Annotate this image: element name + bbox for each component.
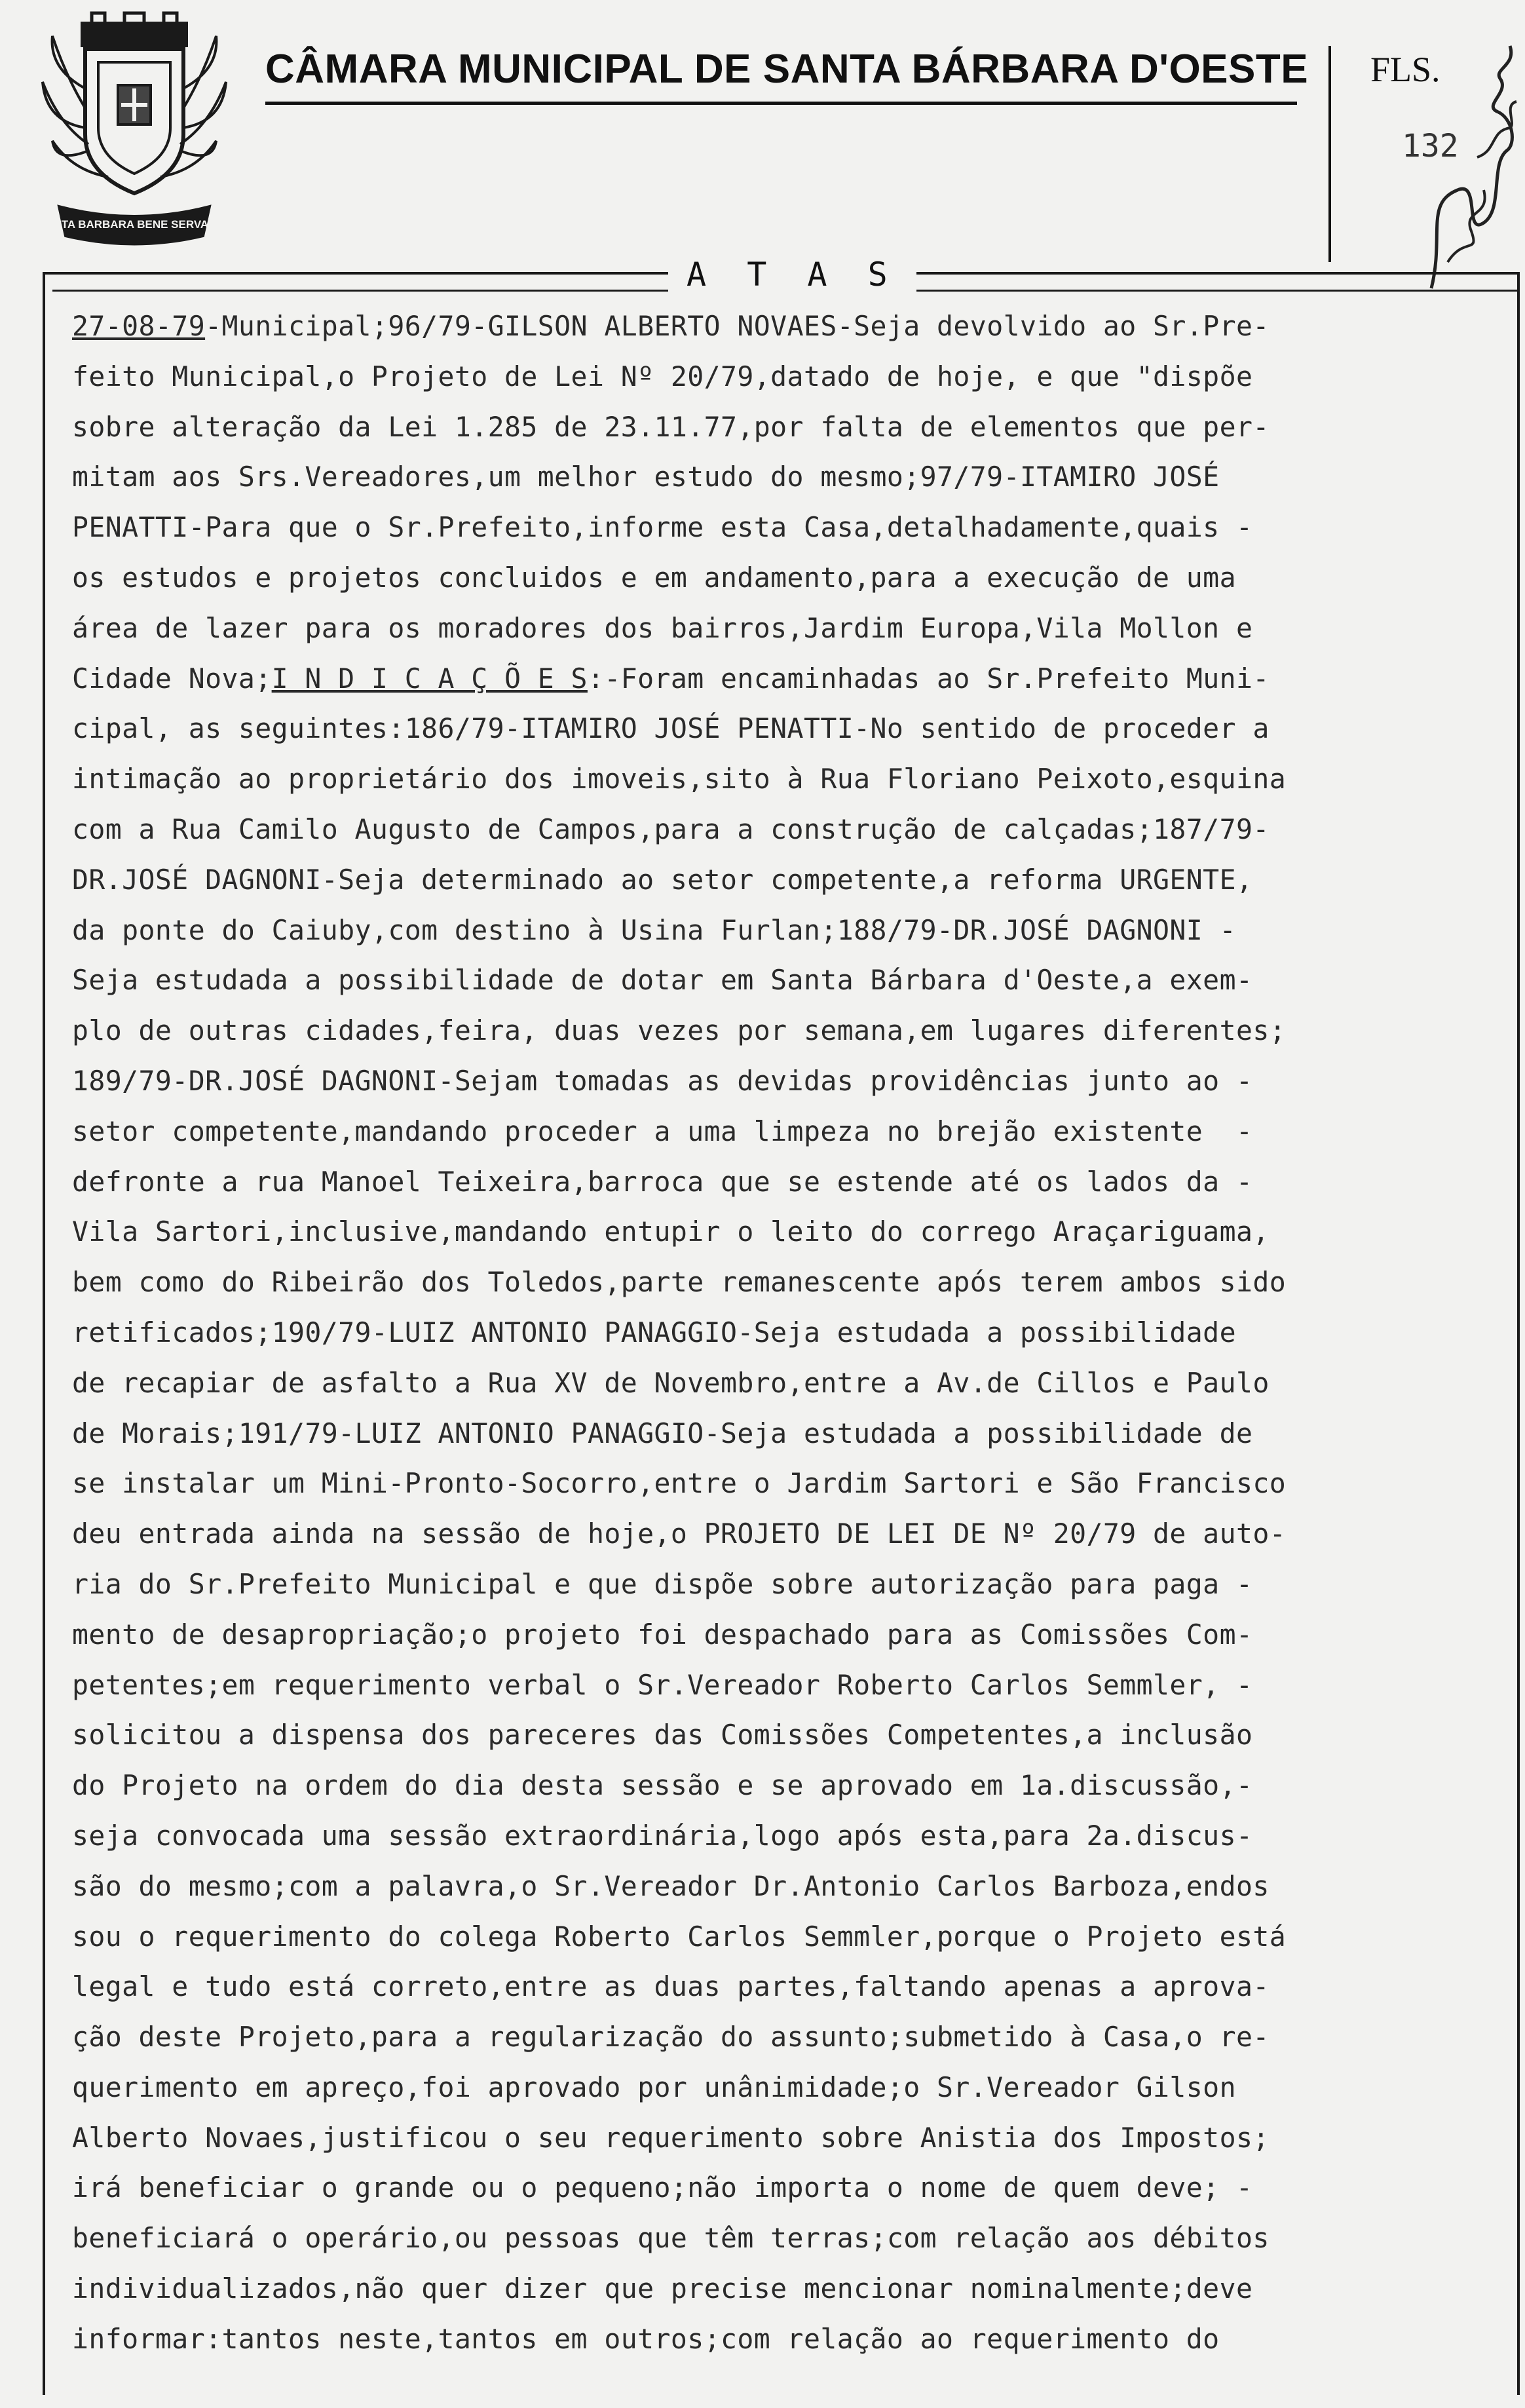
text-line-content: cipal, as seguintes:186/79-ITAMIRO JOSÉ PENATTI-No sentido de proceder a — [72, 712, 1270, 745]
text-line — [72, 503, 1523, 553]
text-line — [72, 1409, 1523, 1459]
header-vertical-divider — [1328, 46, 1331, 262]
text-line-content: sobre alteração da Lei 1.285 de 23.11.77,por falta de elementos que per- — [72, 410, 1270, 443]
text-line-content: irá beneficiar o grande ou o pequeno;não importa o nome de quem deve; - — [72, 2171, 1253, 2204]
text-line — [72, 402, 1523, 453]
text-line — [72, 2264, 1523, 2314]
text-line — [72, 1559, 1523, 1610]
text-line — [72, 1912, 1523, 1962]
folio-label: FLS. — [1370, 50, 1440, 89]
text-line — [72, 1761, 1523, 1811]
text-line — [72, 1157, 1523, 1208]
text-line-content: área de lazer para os moradores dos bairros,Jardim Europa,Vila Mollon e — [72, 611, 1253, 644]
crest-motto: SANTA BARBARA BENE SERVANTE — [37, 218, 231, 231]
text-line-content: do Projeto na ordem do dia desta sessão e se aprovado em 1a.discussão,- — [72, 1769, 1253, 1802]
text-line — [72, 452, 1523, 503]
text-line — [72, 1459, 1523, 1509]
text-line-content: retificados;190/79-LUIZ ANTONIO PANAGGIO-Seja estudada a possibilidade — [72, 1316, 1236, 1348]
page-title: CÂMARA MUNICIPAL DE SANTA BÁRBARA D'OESTE — [265, 47, 1309, 92]
text-line — [72, 603, 1523, 654]
section-title: A T A S — [668, 256, 916, 294]
text-line-content: -Municipal;96/79-GILSON ALBERTO NOVAES-Seja devolvido ao Sr.Pre- — [205, 310, 1270, 342]
text-line — [72, 1056, 1523, 1107]
text-line-content: mitam aos Srs.Vereadores,um melhor estudo do mesmo;97/79-ITAMIRO JOSÉ — [72, 461, 1220, 493]
text-line — [72, 754, 1523, 805]
minutes-text — [72, 301, 1523, 2365]
text-line-content: são do mesmo;com a palavra,o Sr.Vereador Dr.Antonio Carlos Barboza,endos — [72, 1869, 1270, 1902]
text-line — [72, 1257, 1523, 1308]
text-line-content: beneficiará o operário,ou pessoas que têm terras;com relação aos débitos — [72, 2222, 1270, 2255]
text-line — [72, 2163, 1523, 2213]
text-line — [72, 1660, 1523, 1711]
text-line — [72, 1862, 1523, 1912]
handwritten-signature-icon — [1418, 39, 1523, 301]
text-line — [72, 1962, 1523, 2012]
text-line — [72, 654, 1523, 704]
text-line-content: :-Foram encaminhadas ao Sr.Prefeito Muni- — [587, 662, 1270, 695]
text-line — [72, 301, 1523, 352]
text-line-content: ria do Sr.Prefeito Municipal e que dispõe sobre autorização para paga - — [72, 1567, 1253, 1600]
text-line-content: de Morais;191/79-LUIZ ANTONIO PANAGGIO-Seja estudada a possibilidade de — [72, 1417, 1253, 1449]
text-line — [72, 1006, 1523, 1056]
text-line-content: seja convocada uma sessão extraordinária,logo após esta,para 2a.discus- — [72, 1819, 1253, 1852]
text-line — [72, 2314, 1523, 2365]
text-line — [72, 1358, 1523, 1409]
text-line — [72, 2063, 1523, 2113]
text-line-content: Alberto Novaes,justificou o seu requerimento sobre Anistia dos Impostos; — [72, 2121, 1270, 2154]
text-line-content: bem como do Ribeirão dos Toledos,parte remanescente após terem ambos sido — [72, 1266, 1287, 1299]
underlined-text: I N D I C A Ç Õ E S — [271, 662, 588, 695]
text-line-content: petentes;em requerimento verbal o Sr.Vereador Roberto Carlos Semmler, - — [72, 1668, 1253, 1701]
text-line-content: com a Rua Camilo Augusto de Campos,para a construção de calçadas;187/79- — [72, 812, 1270, 845]
text-line — [72, 1107, 1523, 1157]
text-line — [72, 1509, 1523, 1559]
text-line-content: PENATTI-Para que o Sr.Prefeito,informe esta Casa,detalhadamente,quais - — [72, 511, 1253, 544]
text-line — [72, 1308, 1523, 1358]
text-line-content: Seja estudada a possibilidade de dotar em Santa Bárbara d'Oeste,a exem- — [72, 964, 1253, 997]
text-line-content: os estudos e projetos concluidos e em andamento,para a execução de uma — [72, 561, 1236, 594]
folio-number: 132 — [1402, 128, 1459, 164]
text-line — [72, 704, 1523, 754]
text-line — [72, 2213, 1523, 2264]
text-line — [72, 553, 1523, 603]
text-line-content: defronte a rua Manoel Teixeira,barroca que se estende até os lados da - — [72, 1165, 1253, 1198]
text-line-content: da ponte do Caiuby,com destino à Usina Furlan;188/79-DR.JOSÉ DAGNONI - — [72, 913, 1236, 946]
text-line-content: solicitou a dispensa dos pareceres das Comissões Competentes,a inclusão — [72, 1719, 1253, 1751]
text-line — [72, 1207, 1523, 1257]
text-line — [72, 855, 1523, 906]
text-line-content: Vila Sartori,inclusive,mandando entupir o leito do corrego Araçariguama, — [72, 1215, 1270, 1248]
text-line-content: intimação ao proprietário dos imoveis,sito à Rua Floriano Peixoto,esquina — [72, 763, 1287, 795]
text-line — [72, 805, 1523, 855]
text-line-content: ção deste Projeto,para a regularização do assunto;submetido à Casa,o re- — [72, 2021, 1270, 2054]
text-line-content: 189/79-DR.JOSÉ DAGNONI-Sejam tomadas as devidas providências junto ao - — [72, 1064, 1253, 1097]
text-line-content: setor competente,mandando proceder a uma limpeza no brejão existente - — [72, 1115, 1253, 1147]
text-line — [72, 1610, 1523, 1660]
text-line — [72, 2113, 1523, 2164]
text-line-content: plo de outras cidades,feira, duas vezes por semana,em lugares diferentes; — [72, 1014, 1287, 1047]
text-line-content: mento de desapropriação;o projeto foi despachado para as Comissões Com- — [72, 1618, 1253, 1651]
text-line-content: de recapiar de asfalto a Rua XV de Novembro,entre a Av.de Cillos e Paulo — [72, 1366, 1270, 1399]
text-line-content: individualizados,não quer dizer que precise mencionar nominalmente;deve — [72, 2272, 1253, 2305]
text-line-content: DR.JOSÉ DAGNONI-Seja determinado ao setor competente,a reforma URGENTE, — [72, 863, 1253, 896]
text-line — [72, 1811, 1523, 1862]
underlined-text: 27-08-79 — [72, 310, 206, 342]
text-line — [72, 2012, 1523, 2063]
text-line-prefix: Cidade Nova; — [72, 662, 272, 695]
text-line — [72, 955, 1523, 1006]
municipal-crest-icon — [36, 10, 233, 246]
text-line-content: sou o requerimento do colega Roberto Carlos Semmler,porque o Projeto está — [72, 1920, 1287, 1953]
text-line-content: querimento em apreço,foi aprovado por unânimidade;o Sr.Vereador Gilson — [72, 2071, 1236, 2103]
text-line-content: se instalar um Mini-Pronto-Socorro,entre o Jardim Sartori e São Francisco — [72, 1467, 1287, 1500]
text-line — [72, 1710, 1523, 1761]
text-line-content: deu entrada ainda na sessão de hoje,o PROJETO DE LEI DE Nº 20/79 de auto- — [72, 1518, 1287, 1550]
header-divider — [265, 102, 1297, 105]
text-line — [72, 352, 1523, 402]
text-line — [72, 906, 1523, 956]
text-line-content: legal e tudo está correto,entre as duas partes,faltando apenas a aprova- — [72, 1970, 1270, 2003]
text-line-content: informar:tantos neste,tantos em outros;com relação ao requerimento do — [72, 2322, 1220, 2355]
text-line-content: feito Municipal,o Projeto de Lei Nº 20/79,datado de hoje, e que "dispõe — [72, 360, 1253, 392]
